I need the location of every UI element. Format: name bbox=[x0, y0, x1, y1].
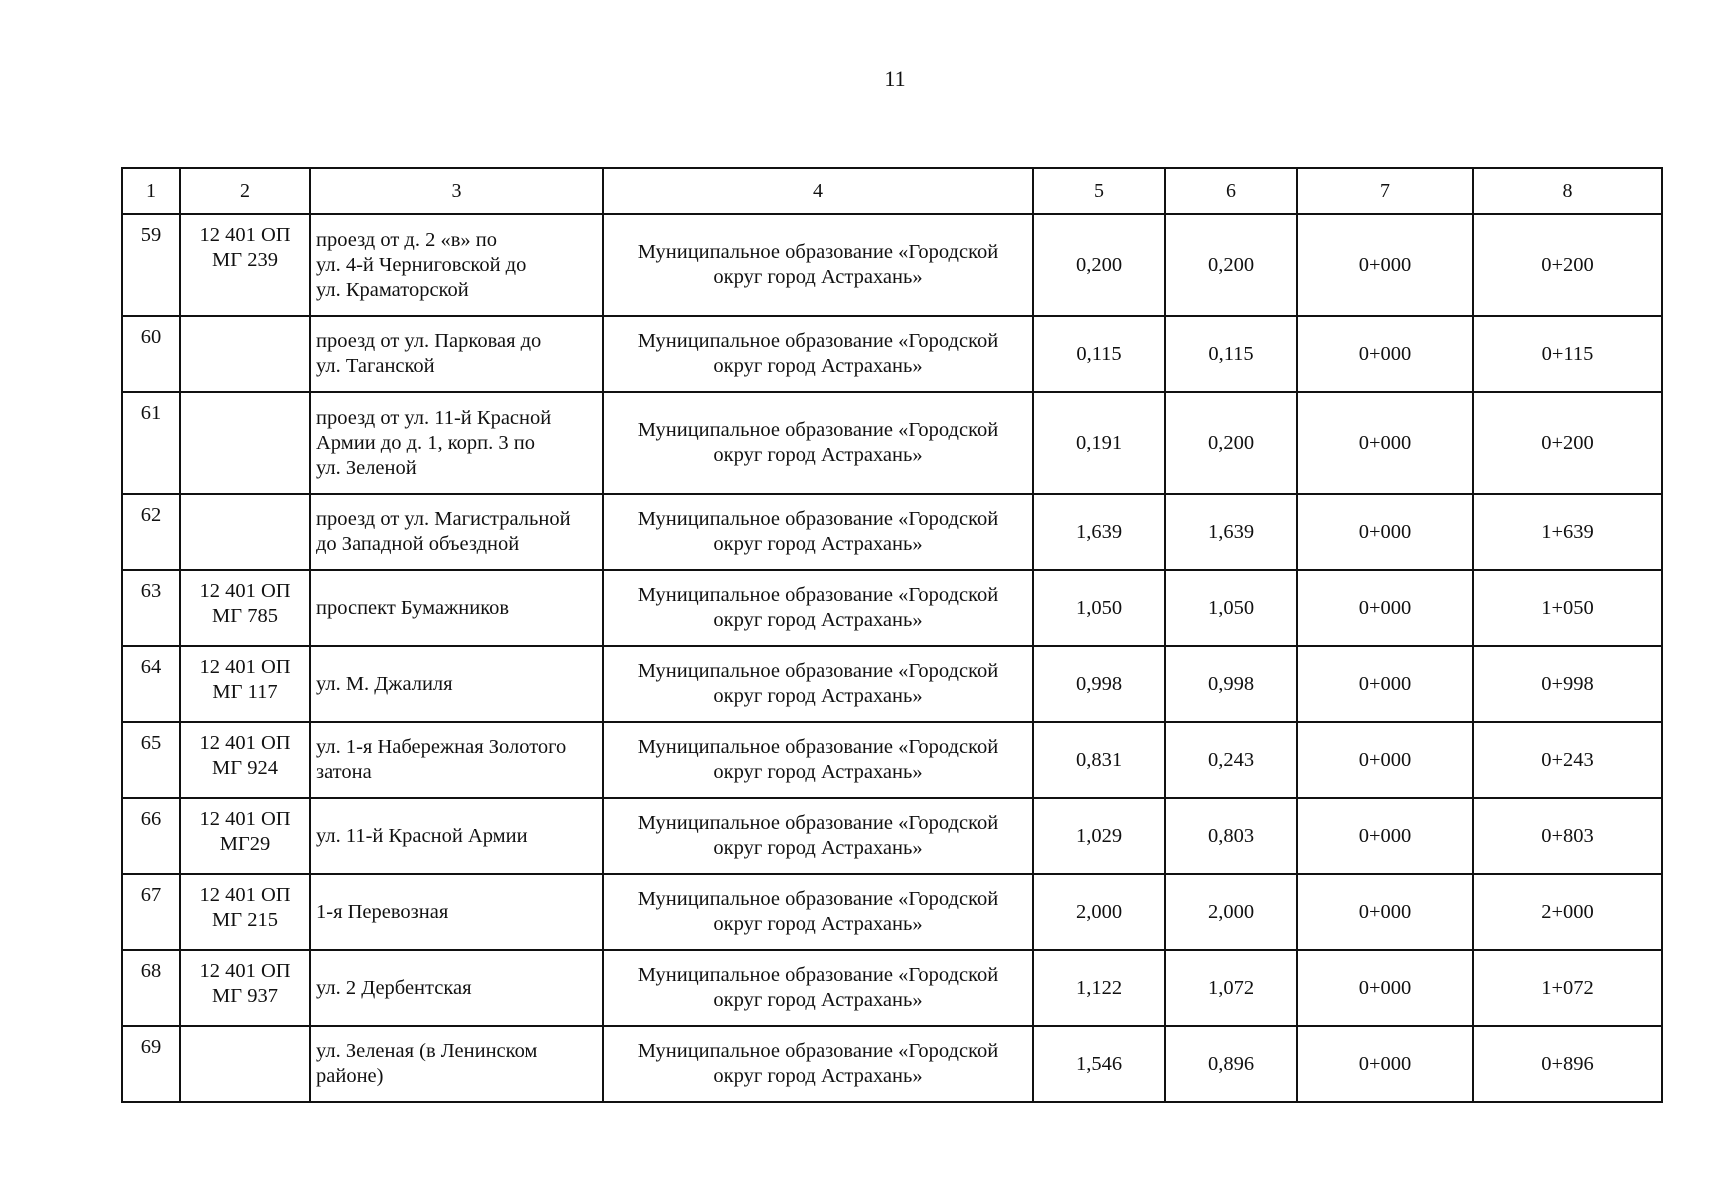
owner-line: Муниципальное образование «Городской bbox=[637, 508, 999, 530]
value-cell-c6: 1,639 bbox=[1165, 494, 1297, 570]
road-name-line: проезд от ул. Магистральной bbox=[316, 508, 571, 530]
row-number-cell: 60 bbox=[122, 316, 180, 392]
road-name-line: районе) bbox=[316, 1065, 384, 1087]
value-cell-c7: 0+000 bbox=[1297, 646, 1473, 722]
owner-cell bbox=[603, 1026, 1033, 1102]
row-number-cell: 66 bbox=[122, 798, 180, 874]
owner-line: округ город Астрахань» bbox=[713, 266, 923, 288]
row-number-cell: 63 bbox=[122, 570, 180, 646]
road-id-line: 12 401 ОП bbox=[199, 884, 291, 906]
col-header-5: 5 bbox=[1033, 168, 1165, 214]
owner-line: Муниципальное образование «Городской bbox=[637, 736, 999, 758]
value-cell-c8: 1+072 bbox=[1473, 950, 1662, 1026]
road-name-cell bbox=[310, 874, 603, 950]
value-cell-c6: 1,072 bbox=[1165, 950, 1297, 1026]
road-id-line: 12 401 ОП bbox=[199, 732, 291, 754]
road-name-line: Армии до д. 1, корп. 3 по bbox=[316, 431, 536, 454]
value-cell-c8: 0+243 bbox=[1473, 722, 1662, 798]
road-name-line: ул. 1-я Набережная Золотого bbox=[316, 736, 567, 758]
road-id-cell bbox=[180, 392, 310, 494]
table-row bbox=[122, 570, 1662, 646]
value-cell-c5: 0,115 bbox=[1033, 316, 1165, 392]
value-cell-c5: 0,831 bbox=[1033, 722, 1165, 798]
row-number-cell: 65 bbox=[122, 722, 180, 798]
row-number-cell: 68 bbox=[122, 950, 180, 1026]
owner-line: Муниципальное образование «Городской bbox=[637, 241, 999, 263]
value-cell-c5: 0,191 bbox=[1033, 392, 1165, 494]
col-header-7: 7 bbox=[1297, 168, 1473, 214]
road-id-cell bbox=[180, 494, 310, 570]
table-row bbox=[122, 950, 1662, 1026]
road-name-line: ул. 2 Дербентская bbox=[316, 976, 472, 999]
row-number-cell: 64 bbox=[122, 646, 180, 722]
value-cell-c6: 0,998 bbox=[1165, 646, 1297, 722]
owner-cell bbox=[603, 494, 1033, 570]
road-name-line: до Западной объездной bbox=[316, 533, 520, 555]
owner-line: Муниципальное образование «Городской bbox=[637, 660, 999, 682]
road-name-cell bbox=[310, 722, 603, 798]
value-cell-c7: 0+000 bbox=[1297, 722, 1473, 798]
value-cell-c5: 1,029 bbox=[1033, 798, 1165, 874]
road-id-line: 12 401 ОП bbox=[199, 580, 291, 602]
owner-line: округ город Астрахань» bbox=[713, 685, 923, 707]
roads-table bbox=[121, 167, 1663, 1103]
table-row bbox=[122, 494, 1662, 570]
owner-line: округ город Астрахань» bbox=[713, 1065, 923, 1087]
value-cell-c7: 0+000 bbox=[1297, 392, 1473, 494]
value-cell-c8: 0+115 bbox=[1473, 316, 1662, 392]
value-cell-c7: 0+000 bbox=[1297, 798, 1473, 874]
value-cell-c5: 0,200 bbox=[1033, 214, 1165, 316]
row-number-cell: 62 bbox=[122, 494, 180, 570]
owner-line: Муниципальное образование «Городской bbox=[637, 812, 999, 834]
road-id-line: МГ 215 bbox=[212, 909, 278, 931]
owner-cell bbox=[603, 874, 1033, 950]
owner-cell bbox=[603, 392, 1033, 494]
col-header-8: 8 bbox=[1473, 168, 1662, 214]
road-id-cell bbox=[180, 1026, 310, 1102]
road-name-line: проспект Бумажников bbox=[316, 596, 510, 619]
owner-line: округ город Астрахань» bbox=[713, 761, 923, 783]
table-row bbox=[122, 646, 1662, 722]
value-cell-c8: 0+200 bbox=[1473, 392, 1662, 494]
value-cell-c7: 0+000 bbox=[1297, 570, 1473, 646]
road-id-cell bbox=[180, 570, 310, 646]
road-id-line: 12 401 ОП bbox=[199, 808, 291, 830]
value-cell-c7: 0+000 bbox=[1297, 316, 1473, 392]
row-number-cell: 67 bbox=[122, 874, 180, 950]
owner-line: округ город Астрахань» bbox=[713, 355, 923, 377]
road-id-line: 12 401 ОП bbox=[199, 224, 291, 246]
road-name-line: ул. Зеленой bbox=[316, 456, 417, 479]
value-cell-c5: 1,546 bbox=[1033, 1026, 1165, 1102]
road-id-line: МГ 937 bbox=[212, 985, 278, 1007]
table-row bbox=[122, 874, 1662, 950]
value-cell-c8: 0+896 bbox=[1473, 1026, 1662, 1102]
road-id-cell bbox=[180, 950, 310, 1026]
road-id-line: МГ 924 bbox=[212, 757, 278, 779]
road-name-line: ул. Таганской bbox=[316, 355, 435, 377]
col-header-1: 1 bbox=[122, 168, 180, 214]
owner-line: Муниципальное образование «Городской bbox=[637, 1040, 999, 1062]
road-name-line: ул. М. Джалиля bbox=[316, 672, 453, 695]
owner-line: Муниципальное образование «Городской bbox=[637, 419, 999, 441]
road-name-cell bbox=[310, 646, 603, 722]
road-name-line: ул. 11-й Красной Армии bbox=[316, 824, 528, 847]
col-header-2: 2 bbox=[180, 168, 310, 214]
value-cell-c6: 1,050 bbox=[1165, 570, 1297, 646]
value-cell-c7: 0+000 bbox=[1297, 950, 1473, 1026]
road-name-cell bbox=[310, 798, 603, 874]
owner-line: Муниципальное образование «Городской bbox=[637, 888, 999, 910]
road-id-line: МГ 785 bbox=[212, 605, 278, 627]
road-name-line: ул. Краматорской bbox=[316, 278, 469, 301]
owner-line: округ город Астрахань» bbox=[713, 989, 923, 1011]
owner-line: Муниципальное образование «Городской bbox=[637, 964, 999, 986]
value-cell-c5: 1,050 bbox=[1033, 570, 1165, 646]
row-number-cell: 61 bbox=[122, 392, 180, 494]
owner-line: округ город Астрахань» bbox=[713, 444, 923, 466]
owner-cell bbox=[603, 646, 1033, 722]
owner-line: округ город Астрахань» bbox=[713, 609, 923, 631]
col-header-3: 3 bbox=[310, 168, 603, 214]
table-row bbox=[122, 722, 1662, 798]
table-row bbox=[122, 392, 1662, 494]
road-id-cell bbox=[180, 316, 310, 392]
road-name-line: проезд от д. 2 «в» по bbox=[316, 228, 497, 251]
road-name-cell bbox=[310, 1026, 603, 1102]
road-id-cell bbox=[180, 722, 310, 798]
value-cell-c6: 0,803 bbox=[1165, 798, 1297, 874]
road-name-cell bbox=[310, 214, 603, 316]
value-cell-c6: 0,115 bbox=[1165, 316, 1297, 392]
owner-line: Муниципальное образование «Городской bbox=[637, 584, 999, 606]
road-name-line: затона bbox=[316, 761, 372, 783]
road-id-cell bbox=[180, 874, 310, 950]
page-number: 11 bbox=[884, 66, 906, 91]
value-cell-c8: 0+998 bbox=[1473, 646, 1662, 722]
road-id-line: МГ 239 bbox=[212, 249, 278, 271]
col-header-6: 6 bbox=[1165, 168, 1297, 214]
road-name-line: ул. Зеленая (в Ленинском bbox=[316, 1040, 538, 1062]
header-row bbox=[122, 168, 1662, 214]
road-name-cell bbox=[310, 316, 603, 392]
road-name-cell bbox=[310, 494, 603, 570]
road-id-line: МГ29 bbox=[219, 833, 271, 855]
owner-cell bbox=[603, 798, 1033, 874]
value-cell-c8: 0+803 bbox=[1473, 798, 1662, 874]
value-cell-c6: 0,896 bbox=[1165, 1026, 1297, 1102]
owner-cell bbox=[603, 950, 1033, 1026]
value-cell-c8: 2+000 bbox=[1473, 874, 1662, 950]
road-id-line: 12 401 ОП bbox=[199, 960, 291, 982]
value-cell-c5: 2,000 bbox=[1033, 874, 1165, 950]
owner-cell bbox=[603, 570, 1033, 646]
value-cell-c8: 0+200 bbox=[1473, 214, 1662, 316]
value-cell-c8: 1+050 bbox=[1473, 570, 1662, 646]
value-cell-c7: 0+000 bbox=[1297, 494, 1473, 570]
row-number-cell: 59 bbox=[122, 214, 180, 316]
table-row bbox=[122, 1026, 1662, 1102]
owner-cell bbox=[603, 722, 1033, 798]
value-cell-c5: 0,998 bbox=[1033, 646, 1165, 722]
value-cell-c7: 0+000 bbox=[1297, 1026, 1473, 1102]
owner-cell bbox=[603, 316, 1033, 392]
road-name-cell bbox=[310, 570, 603, 646]
road-id-line: 12 401 ОП bbox=[199, 656, 291, 678]
value-cell-c5: 1,122 bbox=[1033, 950, 1165, 1026]
road-name-line: проезд от ул. Парковая до bbox=[316, 330, 542, 352]
road-name-cell bbox=[310, 392, 603, 494]
value-cell-c5: 1,639 bbox=[1033, 494, 1165, 570]
value-cell-c6: 0,200 bbox=[1165, 392, 1297, 494]
owner-line: округ город Астрахань» bbox=[713, 533, 923, 555]
value-cell-c7: 0+000 bbox=[1297, 214, 1473, 316]
table-row bbox=[122, 798, 1662, 874]
road-id-cell bbox=[180, 214, 310, 316]
road-name-cell bbox=[310, 950, 603, 1026]
table-row bbox=[122, 316, 1662, 392]
value-cell-c7: 0+000 bbox=[1297, 874, 1473, 950]
road-name-line: 1-я Перевозная bbox=[316, 900, 449, 923]
road-name-line: проезд от ул. 11-й Красной bbox=[316, 406, 552, 429]
owner-cell bbox=[603, 214, 1033, 316]
road-name-line: ул. 4-й Черниговской до bbox=[316, 253, 527, 276]
road-id-line: МГ 117 bbox=[212, 681, 278, 703]
col-header-4: 4 bbox=[603, 168, 1033, 214]
road-id-cell bbox=[180, 798, 310, 874]
value-cell-c8: 1+639 bbox=[1473, 494, 1662, 570]
owner-line: округ город Астрахань» bbox=[713, 913, 923, 935]
value-cell-c6: 2,000 bbox=[1165, 874, 1297, 950]
owner-line: округ город Астрахань» bbox=[713, 837, 923, 859]
value-cell-c6: 0,243 bbox=[1165, 722, 1297, 798]
row-number-cell: 69 bbox=[122, 1026, 180, 1102]
table-row bbox=[122, 214, 1662, 316]
road-id-cell bbox=[180, 646, 310, 722]
owner-line: Муниципальное образование «Городской bbox=[637, 330, 999, 352]
value-cell-c6: 0,200 bbox=[1165, 214, 1297, 316]
